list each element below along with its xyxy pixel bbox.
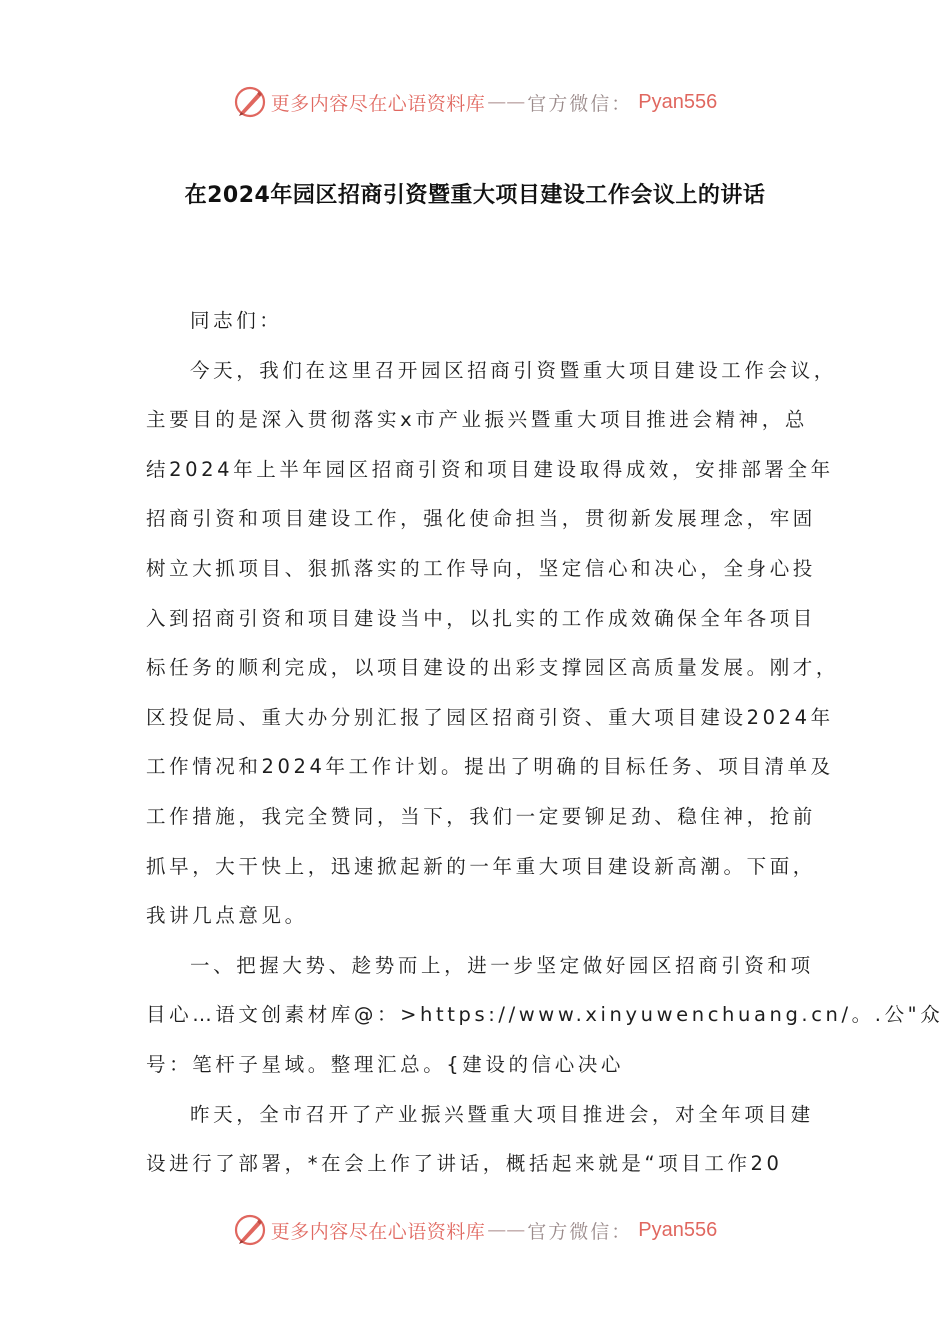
body-line: 标任务的顺利完成，以项目建设的出彩支撑园区高质量发展。刚才， <box>146 656 840 680</box>
watermark-banner-top <box>0 82 950 122</box>
body-line: 昨天，全市召开了产业振兴暨重大项目推进会，对全年项目建 <box>190 1102 814 1126</box>
body-line: 今天，我们在这里召开园区招商引资暨重大项目建设工作会议， <box>190 358 837 382</box>
watermark-separator: —— <box>487 91 526 113</box>
salutation-line: 同志们： <box>190 309 283 332</box>
section-heading-line: 号：笔杆子星域。整理汇总。{建设的信心决心 <box>146 1052 625 1076</box>
section-heading-line: 目心…语文创素材库@：>https://www.xinyuwenchuang.cn/。.公"众 <box>146 1003 944 1027</box>
body-line: 我讲几点意见。 <box>146 904 308 928</box>
document-body <box>146 296 944 1189</box>
watermark-banner-bottom <box>0 1210 950 1250</box>
document-title: 在2024年园区招商引资暨重大项目建设工作会议上的讲话 <box>184 183 766 208</box>
watermark-wechat-id: Pyan556 <box>638 1218 718 1241</box>
body-line: 结2024年上半年园区招商引资和项目建设取得成效，安排部署全年 <box>146 457 834 481</box>
watermark-wechat-id: Pyan556 <box>638 90 718 113</box>
body-line: 主要目的是深入贯彻落实x市产业振兴暨重大项目推进会精神，总 <box>146 408 808 432</box>
pen-logo-icon <box>233 85 267 119</box>
body-line: 招商引资和项目建设工作，强化使命担当，贯彻新发展理念，牢固 <box>146 507 816 531</box>
body-line: 抓早，大干快上，迅速掀起新的一年重大项目建设新高潮。下面， <box>146 854 816 878</box>
body-line: 区投促局、重大办分别汇报了园区招商引资、重大项目建设2024年 <box>146 705 834 729</box>
pen-logo-icon <box>233 1213 267 1247</box>
body-line: 工作措施，我完全赞同，当下，我们一定要铆足劲、稳住神，抢前 <box>146 804 816 828</box>
watermark-text: 更多内容尽在心语资料库 <box>270 92 486 115</box>
watermark-separator: —— <box>487 1219 526 1241</box>
watermark-wechat-label: 官方微信： <box>527 92 633 115</box>
body-line: 工作情况和2024年工作计划。提出了明确的目标任务、项目清单及 <box>146 755 834 779</box>
body-line: 树立大抓项目、狠抓落实的工作导向，坚定信心和决心，全身心投 <box>146 556 816 580</box>
body-line: 入到招商引资和项目建设当中，以扎实的工作成效确保全年各项目 <box>146 606 816 630</box>
section-heading-line: 一、把握大势、趁势而上，进一步坚定做好园区招商引资和项 <box>190 953 814 977</box>
watermark-wechat-label: 官方微信： <box>527 1220 633 1243</box>
body-line: 设进行了部署，*在会上作了讲话，概括起来就是“项目工作20 <box>146 1152 783 1176</box>
watermark-text: 更多内容尽在心语资料库 <box>270 1220 486 1243</box>
